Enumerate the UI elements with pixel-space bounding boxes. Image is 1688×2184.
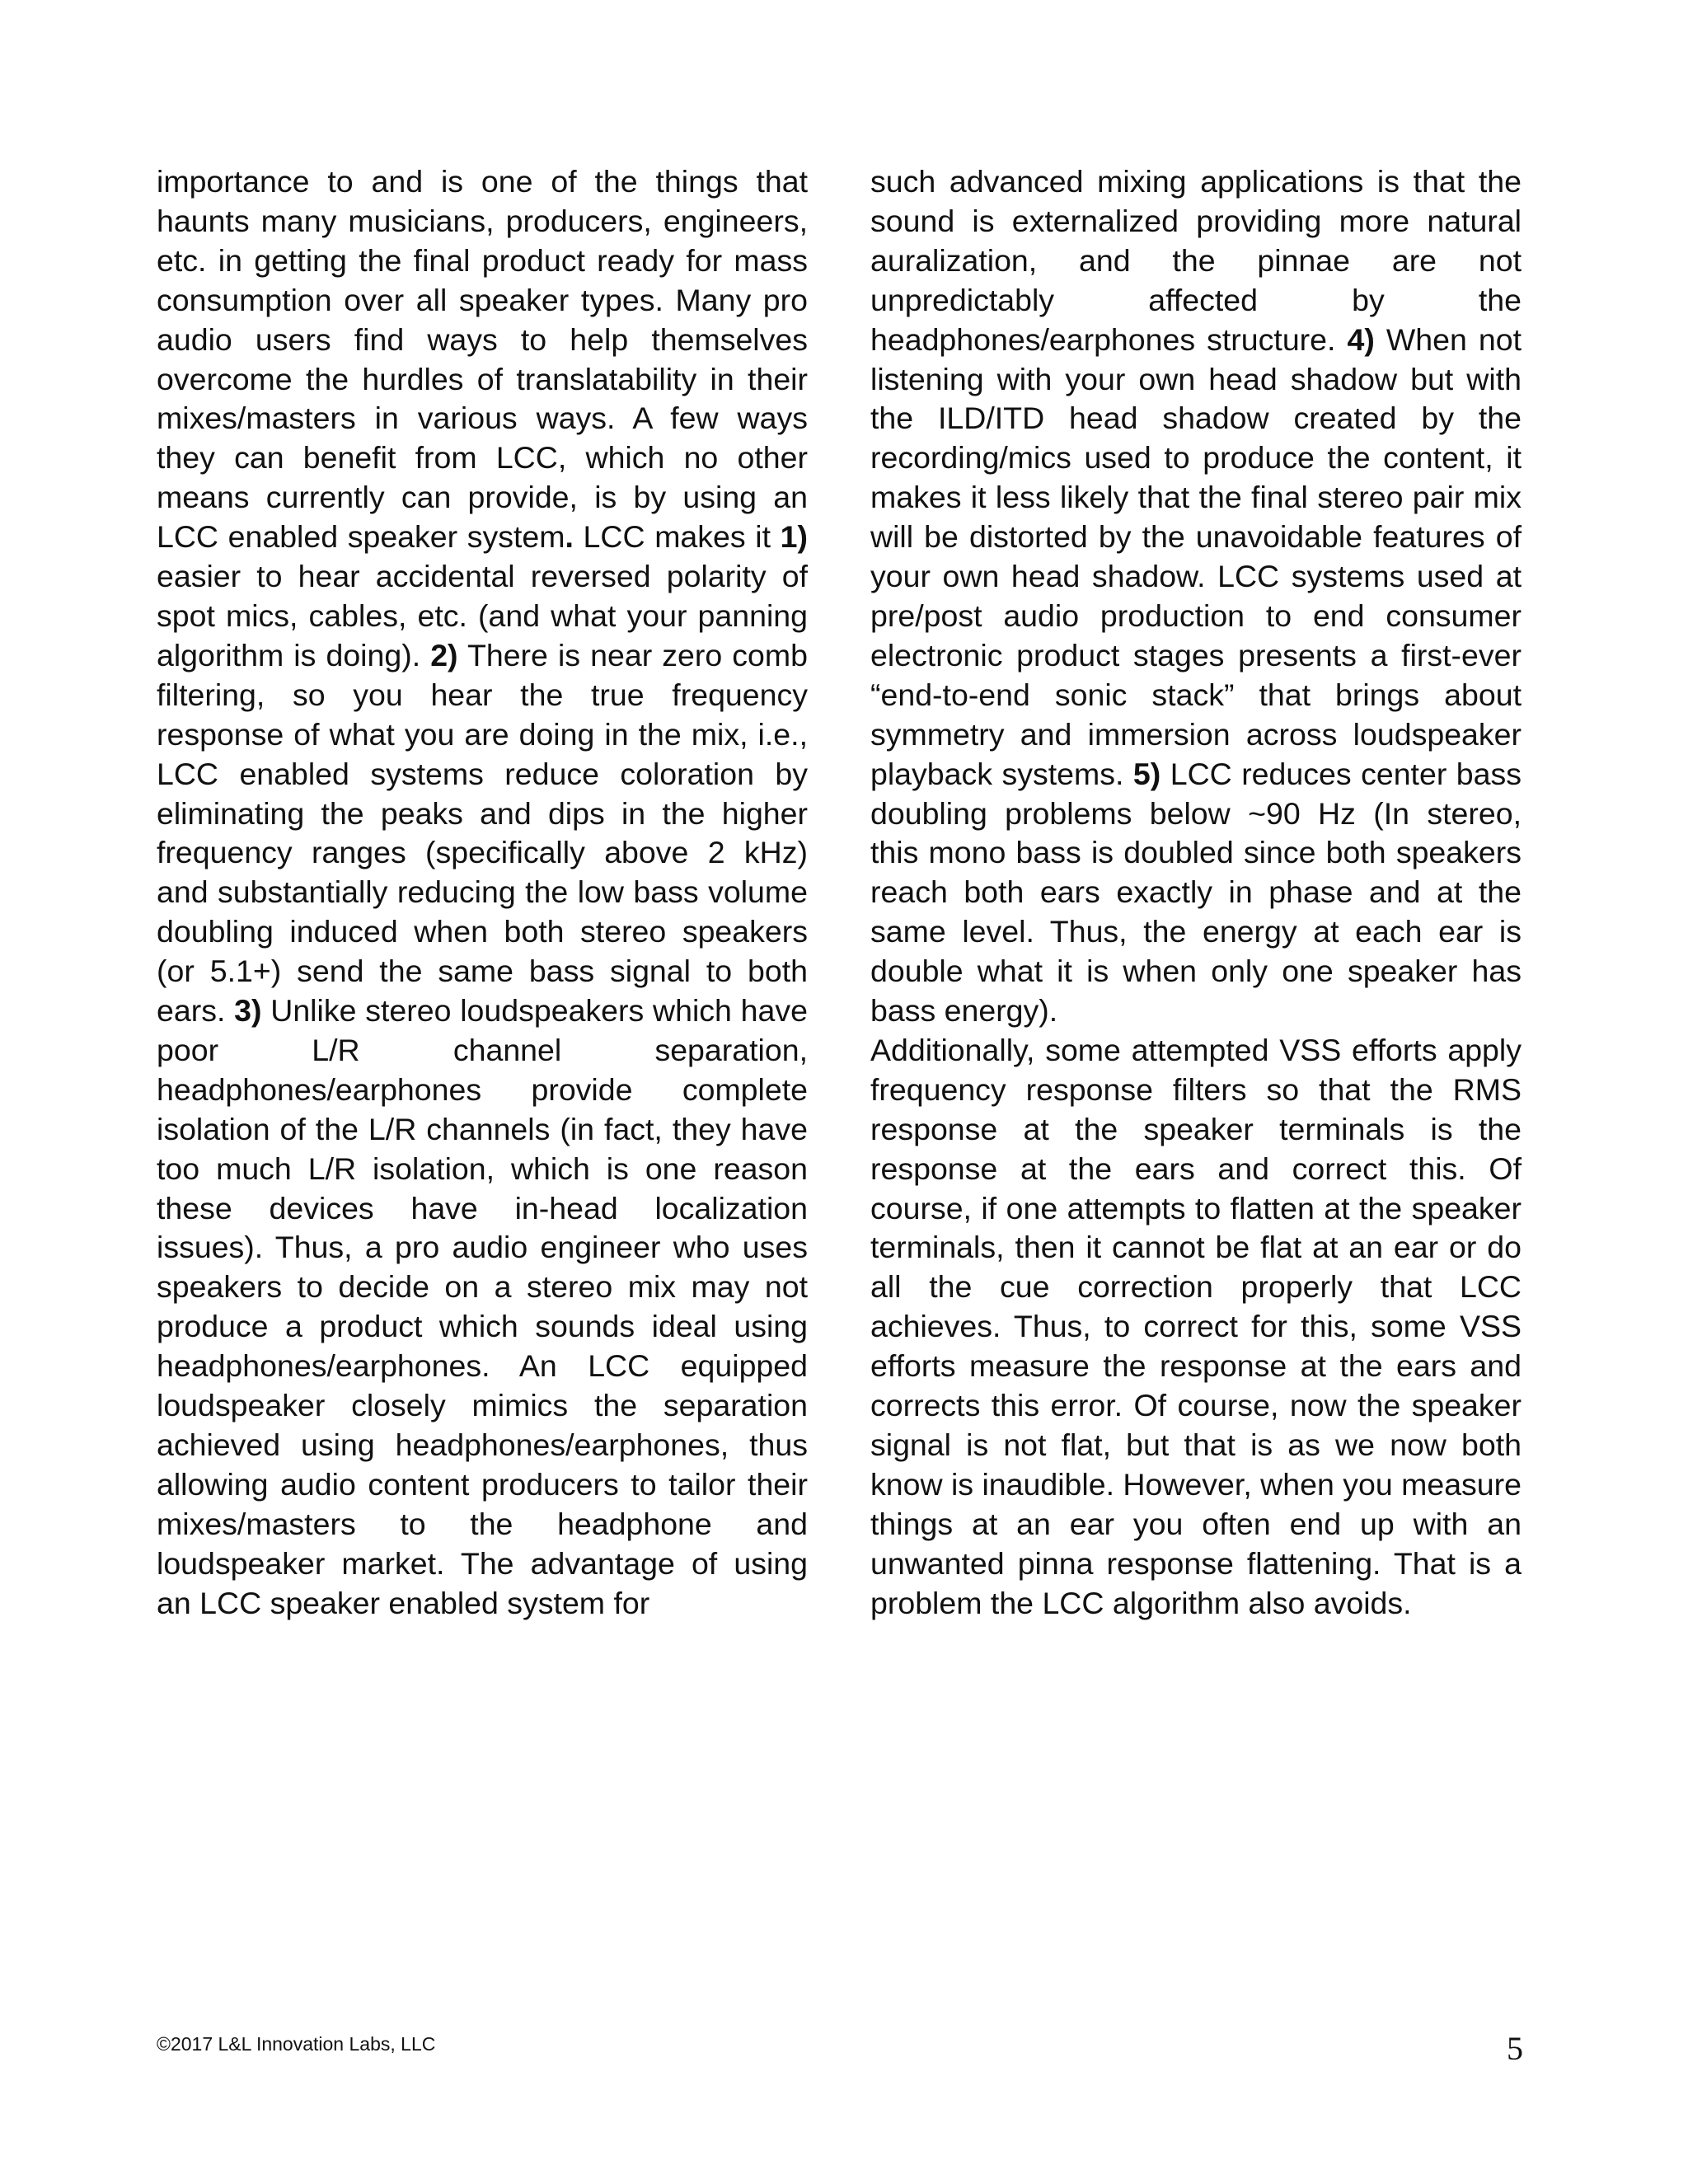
- text-run: When not listening with your own head shadow but with the ILD/ITD head shadow created by the recording/mics used to produce the content, it makes it less likely that the final stereo pair mix will be distorted by the unavoidable features of your own head shadow. LCC systems used at pre/post audio production to end consumer electronic product stages presents a first-ever “end-to-end sonic stack” that brings about symmetry and immersion across loudspeaker playback systems.: [870, 321, 1522, 791]
- left-column: [157, 162, 808, 1624]
- list-number-5: 5): [1132, 756, 1161, 791]
- list-number-3: 3): [234, 993, 262, 1029]
- bold-period: .: [565, 519, 574, 555]
- list-number-4: 4): [1347, 321, 1375, 357]
- text-run: Unlike stereo loudspeakers which have poor L/R channel separation, headphones/earphones provide complete isolation of the L/R channels (in fact, they have too much L/R isolation, which is one reason these devices have in-head localization issues). Thus, a pro audio engineer who uses speakers to decide on a stereo mix may not produce a product which sounds ideal using headphones/earphones. An LCC equipped loudspeaker closely mimics the separation achieved using headphones/earphones, thus allowing audio content producers to tailor their mixes/masters to the headphone and loudspeaker market. The advantage of using an LCC speaker enabled system for: [157, 993, 808, 1620]
- text-run: LCC reduces center bass doubling problems below ~90 Hz (In stereo, this mono bass is doubled since both speakers reach both ears exactly in phase and at the same level. Thus, the energy at each ear is double what it is when only one speaker has bass energy).: [870, 756, 1522, 1029]
- right-column: [870, 162, 1522, 1624]
- text-run: such advanced mixing applications is that the sound is externalized providing more natural auralization, and the pinnae are not unpredictably affected by the headphones/earphones structure.: [870, 164, 1522, 357]
- page-number: 5: [1507, 2030, 1523, 2067]
- right-paragraph-1: [870, 162, 1522, 1031]
- left-paragraph: [157, 162, 808, 1624]
- list-number-2: 2): [430, 637, 458, 673]
- text-run: LCC makes it: [573, 519, 781, 555]
- copyright-notice: ©2017 L&L Innovation Labs, LLC: [157, 2033, 436, 2055]
- text-run: easier to hear accidental reversed polarity of spot mics, cables, etc. (and what your panning algorithm is doing).: [157, 559, 808, 673]
- text-run: There is near zero comb filtering, so you hear the true frequency response of what you are doing in the mix, i.e., LCC enabled systems reduce coloration by eliminating the peaks and dips in the higher frequency ranges (specifically above 2 kHz) and substantially reducing the low bass volume doubling induced when both stereo speakers (or 5.1+) send the same bass signal to both ears.: [157, 637, 808, 1029]
- list-number-1: 1): [780, 519, 808, 555]
- right-paragraph-2: Additionally, some attempted VSS efforts apply frequency response filters so that the RMS response at the speaker terminals is the response at the ears and correct this. Of course, if one attempts to flatten at the speaker terminals, then it cannot be flat at an ear or do all the cue correction properly that LCC achieves. Thus, to correct for this, some VSS efforts measure the response at the ears and corrects this error. Of course, now the speaker signal is not flat, but that is as we now both know is inaudible. However, when you measure things at an ear you often end up with an unwanted pinna response flattening. That is a problem the LCC algorithm also avoids.: [870, 1032, 1522, 1620]
- text-run: importance to and is one of the things that haunts many musicians, producers, engineers, etc. in getting the final product ready for mass consumption over all speaker types. Many pro audio users find ways to help themselves overcome the hurdles of translatability in their mixes/masters in various ways. A few ways they can benefit from LCC, which no other means currently can provide, is by using an LCC enabled speaker system: [157, 164, 808, 555]
